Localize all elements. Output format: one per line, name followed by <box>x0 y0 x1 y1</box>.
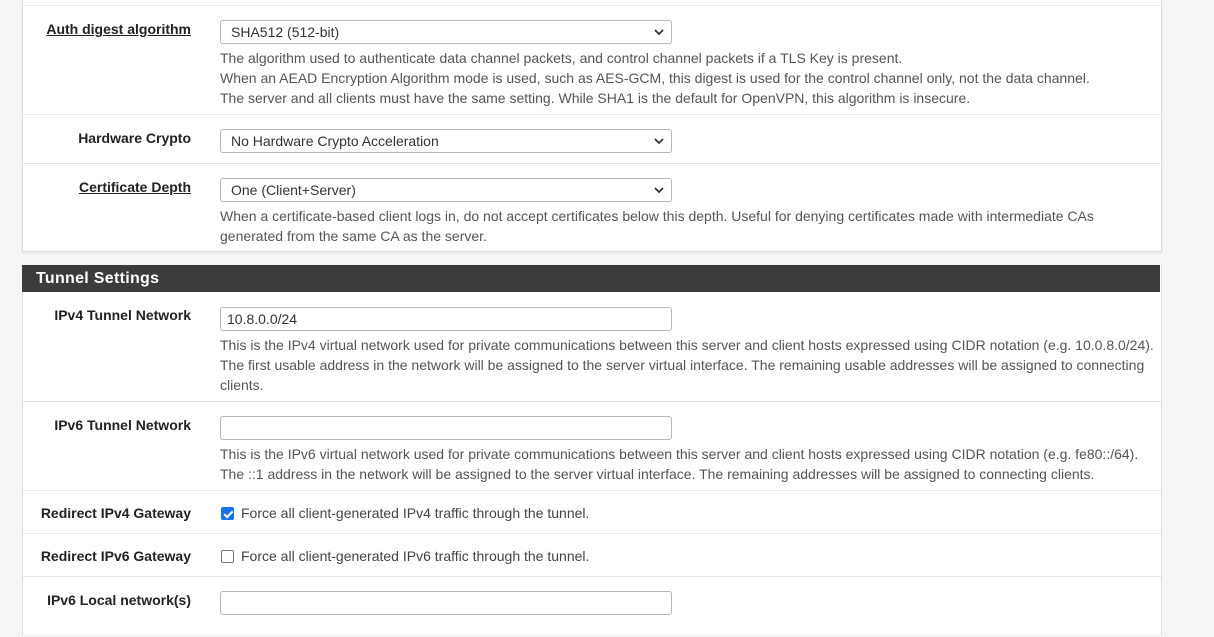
chevron-down-icon <box>653 135 665 147</box>
redirect-ipv6-text: Force all client-generated IPv6 traffic through the tunnel. <box>241 548 590 564</box>
ipv6-local-label: IPv6 Local network(s) <box>47 592 191 608</box>
ipv6-local-row <box>23 577 1161 637</box>
chevron-down-icon <box>653 26 665 38</box>
cert-depth-label[interactable]: Certificate Depth <box>78 179 191 195</box>
redirect-ipv6-checkbox[interactable] <box>221 550 234 563</box>
help-line: When a certificate-based client logs in, do not accept certificates below this depth. Useful for denying certificates made with intermediate CAs <box>220 208 1094 224</box>
cert-depth-row <box>23 164 1161 251</box>
ipv6-tunnel-input[interactable] <box>220 416 672 440</box>
redirect-ipv4-text: Force all client-generated IPv4 traffic through the tunnel. <box>241 505 590 521</box>
ipv6-tunnel-help <box>220 444 1157 484</box>
hardware-crypto-label: Hardware Crypto <box>78 130 191 146</box>
auth-digest-help <box>220 48 1157 108</box>
redirect-ipv6-row <box>23 534 1161 577</box>
redirect-ipv6-option[interactable] <box>221 548 589 564</box>
help-line: clients. <box>220 377 264 393</box>
ipv6-tunnel-label: IPv6 Tunnel Network <box>54 417 191 433</box>
help-line: The ::1 address in the network will be assigned to the server virtual interface. The remaining addresses will be assigned to connecting clients. <box>220 466 1095 482</box>
help-line: The first usable address in the network will be assigned to the server virtual interface. The remaining usable addresses will be assigned to connecting <box>220 357 1145 373</box>
help-line: This is the IPv4 virtual network used for private communications between this server and client hosts expressed using CIDR notation (e.g. 10.0.8.0/24). <box>220 337 1154 353</box>
cert-depth-help <box>220 206 1157 246</box>
tunnel-settings-panel <box>22 265 1162 635</box>
redirect-ipv4-option[interactable] <box>221 505 589 521</box>
help-line: When an AEAD Encryption Algorithm mode is used, such as AES-GCM, this digest is used for the control channel only, not the data channel. <box>220 70 1090 86</box>
auth-digest-label[interactable]: Auth digest algorithm <box>46 21 191 37</box>
hardware-crypto-select[interactable] <box>220 129 672 153</box>
hardware-crypto-row <box>23 115 1161 164</box>
ipv4-tunnel-row <box>23 292 1161 402</box>
ipv4-tunnel-help <box>220 335 1157 395</box>
redirect-ipv6-label: Redirect IPv6 Gateway <box>40 548 191 564</box>
redirect-ipv4-label: Redirect IPv4 Gateway <box>40 505 191 521</box>
auth-digest-row <box>23 6 1161 115</box>
crypto-settings-panel <box>22 0 1162 252</box>
ipv6-local-input[interactable] <box>220 591 672 615</box>
cert-depth-value: One (Client+Server) <box>231 182 356 198</box>
ipv6-tunnel-row <box>23 402 1161 491</box>
redirect-ipv4-row <box>23 491 1161 534</box>
help-line: generated from the same CA as the server. <box>220 228 487 244</box>
ipv4-tunnel-label: IPv4 Tunnel Network <box>54 307 191 323</box>
help-line: The server and all clients must have the same setting. While SHA1 is the default for OpenVPN, this algorithm is insecure. <box>220 90 971 106</box>
hardware-crypto-value: No Hardware Crypto Acceleration <box>231 133 439 149</box>
auth-digest-select[interactable] <box>220 20 672 44</box>
ipv4-tunnel-input[interactable]: 10.8.0.0/24 <box>220 307 672 331</box>
help-line: This is the IPv6 virtual network used for private communications between this server and client hosts expressed using CIDR notation (e.g. fe80::/64). <box>220 446 1139 462</box>
chevron-down-icon <box>653 184 665 196</box>
auth-digest-value: SHA512 (512-bit) <box>231 24 340 40</box>
cert-depth-select[interactable] <box>220 178 672 202</box>
redirect-ipv4-checkbox[interactable] <box>221 507 234 520</box>
tunnel-settings-header: Tunnel Settings <box>22 265 1160 292</box>
help-line: The algorithm used to authenticate data channel packets, and control channel packets if a TLS Key is present. <box>220 50 903 66</box>
